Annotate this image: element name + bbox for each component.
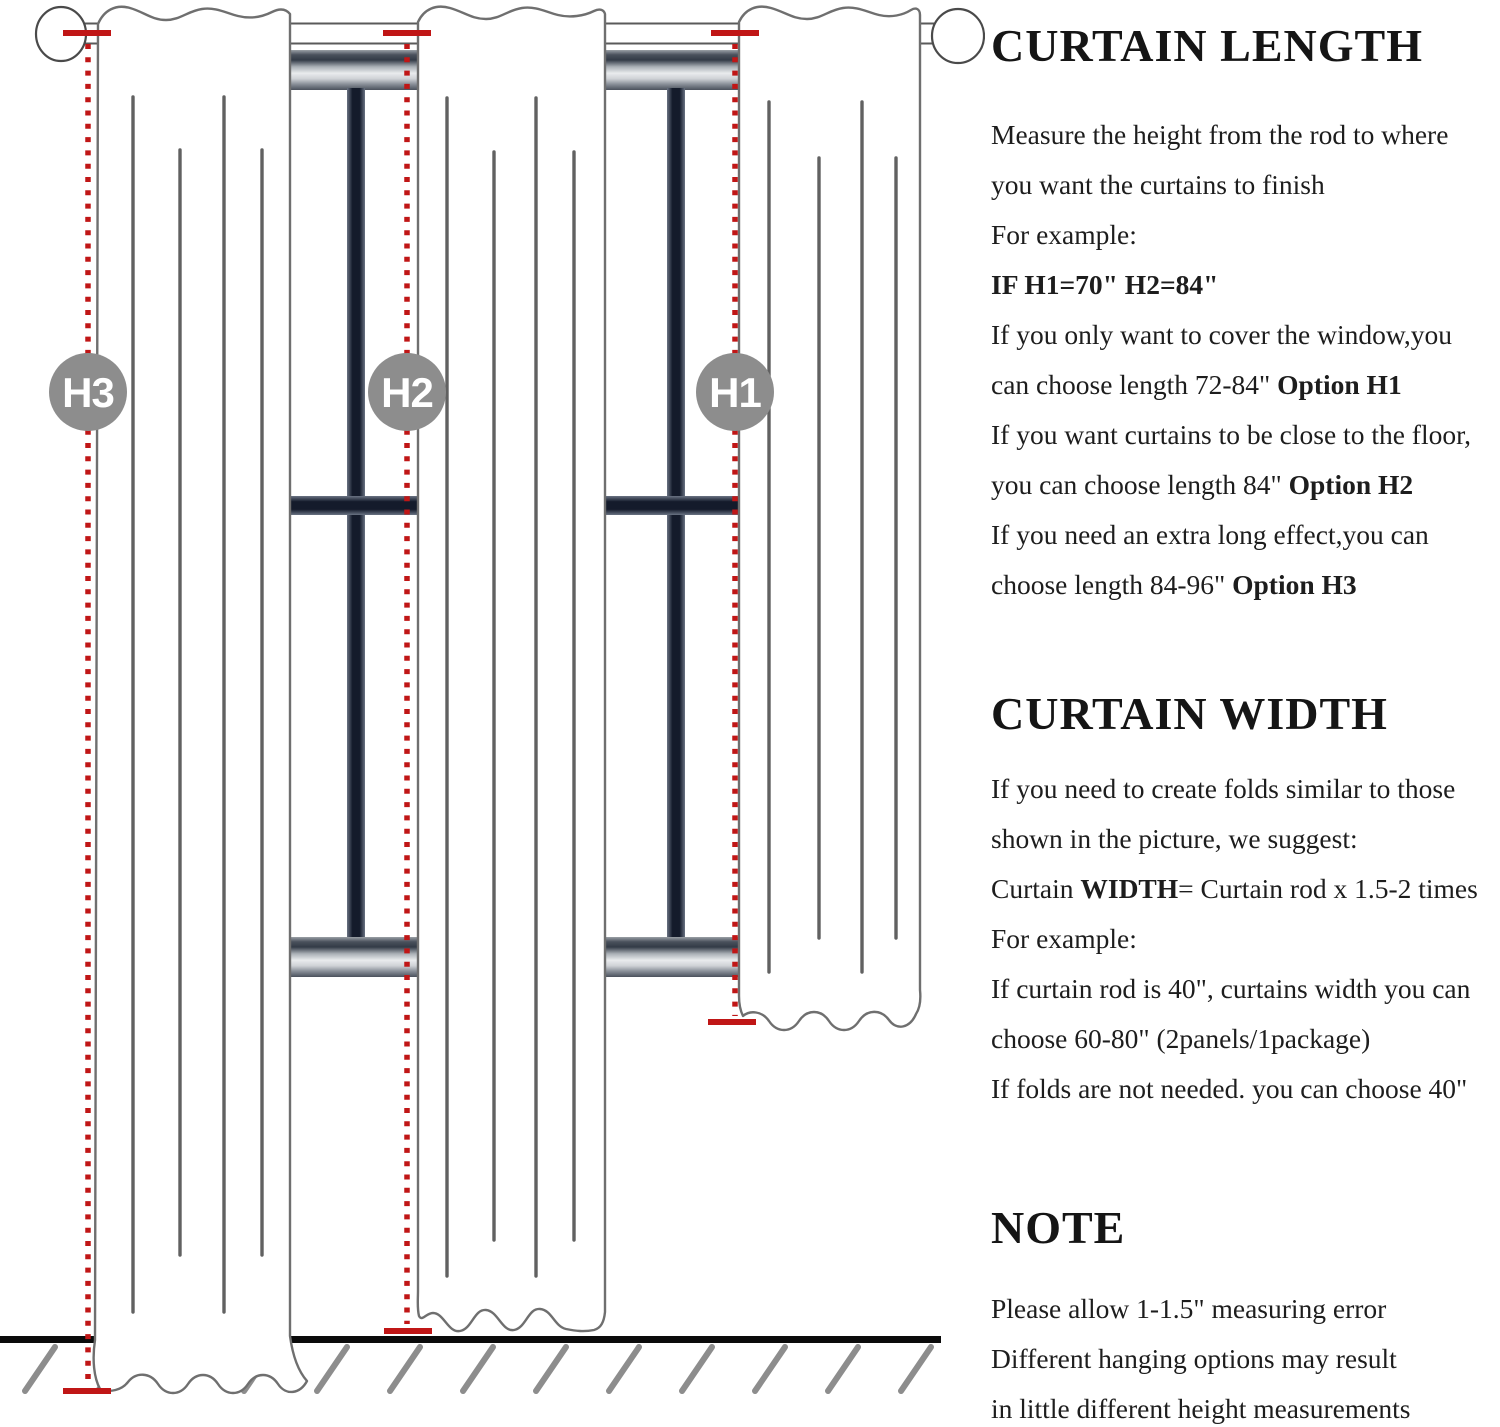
curtain-panel-h2 [418, 7, 605, 1331]
text-line: can choose length 72-84" Option H1 [991, 369, 1402, 400]
text-line: choose length 84-96" Option H3 [991, 569, 1357, 600]
marker-h3-label: H3 [62, 369, 114, 416]
curtain-h3-fabric [94, 7, 307, 1393]
rod-finial-right [932, 9, 984, 63]
marker-h3 [49, 353, 127, 431]
curtain-panel-h3 [94, 7, 307, 1393]
section-curtain-width [991, 686, 1500, 1114]
text-line: choose 60-80" (2panels/1package) [991, 1023, 1371, 1054]
curtain-length-body [991, 110, 1500, 610]
text-line: If you want curtains to be close to the floor, [991, 419, 1472, 450]
curtain-h1-fabric [739, 7, 920, 1030]
text-line: If folds are not needed. you can choose 40" [991, 1073, 1468, 1104]
text-line: Different hanging options may result [991, 1343, 1397, 1374]
text-line: Curtain WIDTH= Curtain rod x 1.5-2 times [991, 873, 1478, 904]
text-line: If you need an extra long effect,you can [991, 519, 1429, 550]
note-heading: NOTE [991, 1202, 1126, 1253]
curtain-width-body [991, 764, 1500, 1114]
marker-h1-label: H1 [709, 369, 761, 416]
text-line: Measure the height from the rod to where [991, 119, 1449, 150]
note-body [991, 1284, 1500, 1427]
marker-h1 [696, 353, 774, 431]
text-line: If you need to create folds similar to those [991, 773, 1456, 804]
measure-tick-h2-bottom [384, 1328, 432, 1334]
curtain-length-heading: CURTAIN LENGTH [991, 20, 1423, 71]
text-line: If you only want to cover the window,you [991, 319, 1453, 350]
text-line: you can choose length 84" Option H2 [991, 469, 1414, 500]
text-line: If curtain rod is 40", curtains width you can [991, 973, 1471, 1004]
text-line: in little different height measurements [991, 1393, 1411, 1424]
section-curtain-length [991, 18, 1500, 610]
text-line: For example: [991, 219, 1137, 250]
text-line: Please allow 1-1.5" measuring error [991, 1293, 1387, 1324]
measure-tick-h3-top [63, 30, 111, 36]
curtain-panel-h1 [739, 7, 920, 1030]
text-line: IF H1=70" H2=84" [991, 269, 1219, 300]
marker-h2 [368, 353, 446, 431]
text-line: you want the curtains to finish [991, 169, 1325, 200]
measure-tick-h2-top [383, 30, 431, 36]
measure-tick-h3-bottom [63, 1388, 111, 1394]
measure-tick-h1-bottom [708, 1019, 756, 1025]
text-line: For example: [991, 923, 1137, 954]
measure-tick-h1-top [711, 30, 759, 36]
section-note [991, 1200, 1500, 1427]
text-line: shown in the picture, we suggest: [991, 823, 1358, 854]
curtain-width-heading: CURTAIN WIDTH [991, 688, 1388, 739]
info-column [991, 0, 1500, 1427]
marker-h2-label: H2 [381, 369, 433, 416]
